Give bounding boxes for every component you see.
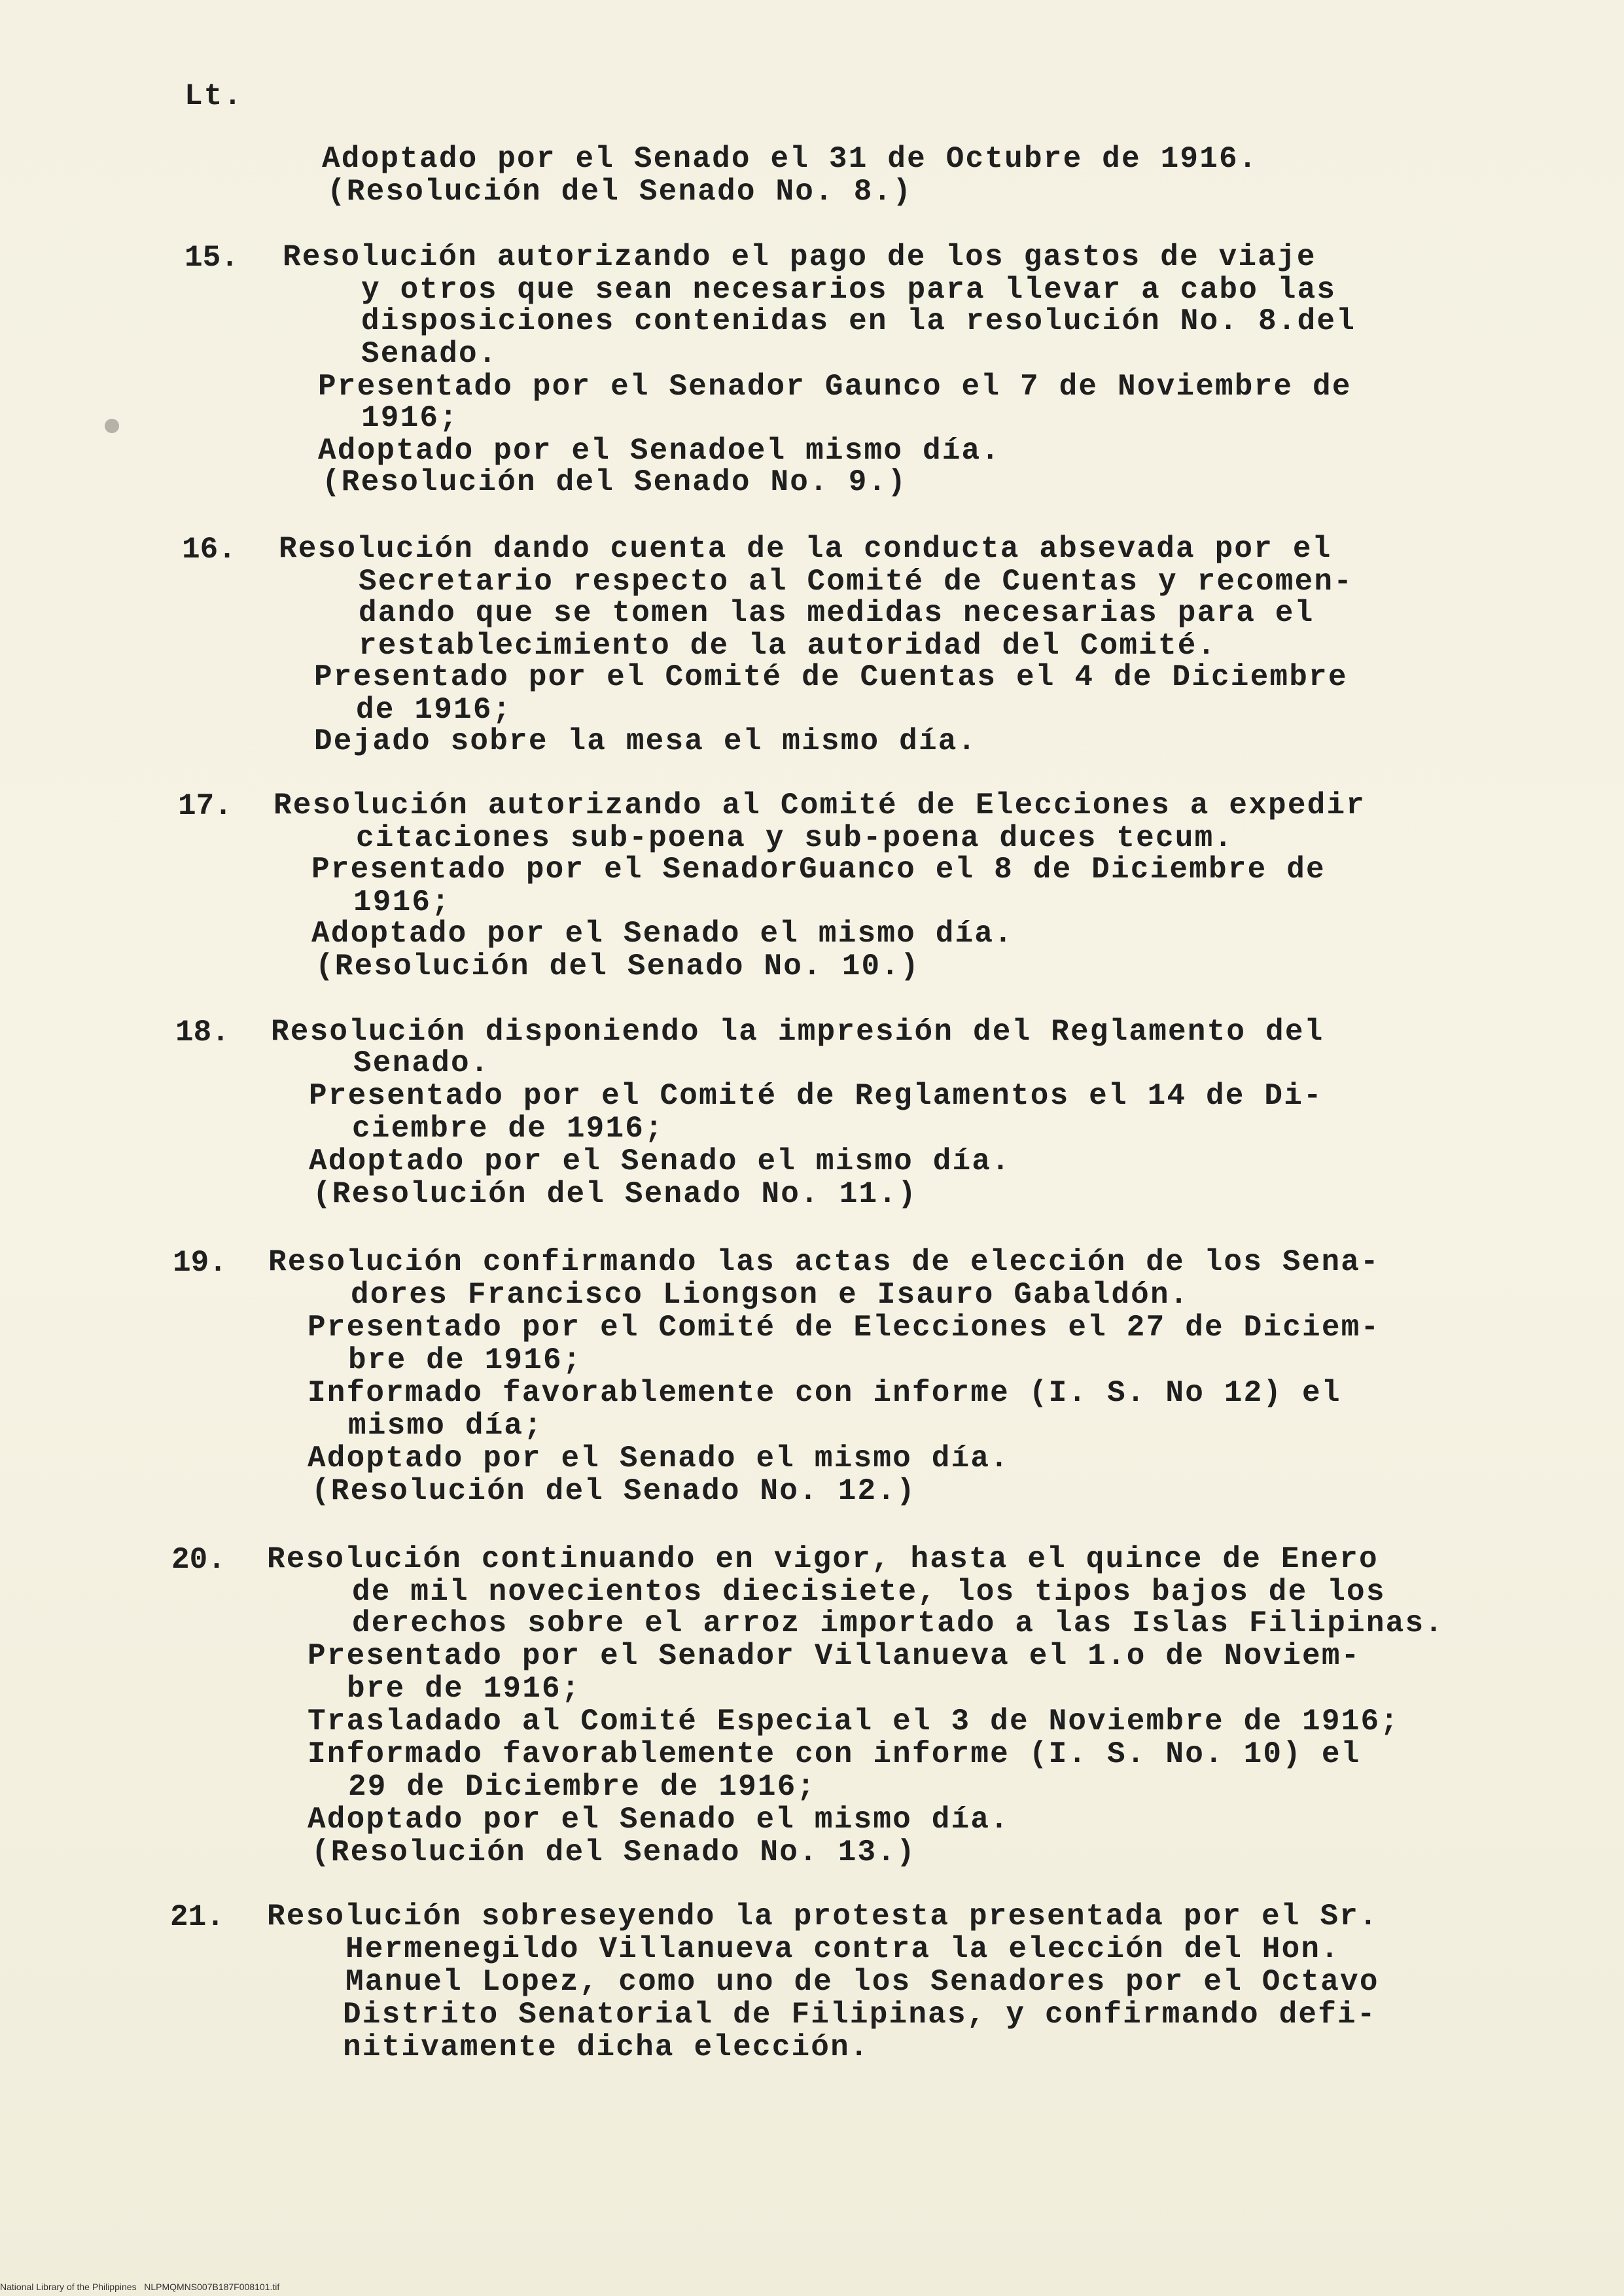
item-line: bre de 1916; — [348, 1343, 582, 1377]
item-number: 19. — [173, 1246, 227, 1280]
item-line: Trasladado al Comité Especial el 3 de Noviembre de 1916; — [308, 1704, 1400, 1739]
item-line: dores Francisco Liongson e Isauro Gabaldón. — [351, 1278, 1190, 1312]
item-line: Presentado por el SenadorGuanco el 8 de Diciembre de — [311, 853, 1326, 887]
item-line: Distrito Senatorial de Filipinas, y confirmando defi- — [343, 1998, 1377, 2032]
item-line: Resolución autorizando al Comité de Elecciones a expedir — [274, 788, 1366, 822]
item-line: Adoptado por el Senado el mismo día. — [309, 1144, 1011, 1178]
item-line: Hermenegildo Villanueva contra la elección del Hon. — [345, 1932, 1341, 1966]
item-line: Adoptado por el Senado el mismo día. — [308, 1803, 1010, 1837]
item-line: citaciones sub-poena y sub-poena duces tecum. — [356, 821, 1234, 855]
item-line: de mil novecientos diecisiete, los tipos bajos de los — [352, 1575, 1386, 1609]
item-line: 29 de Diciembre de 1916; — [348, 1770, 817, 1804]
item-number: 17. — [178, 789, 232, 823]
item-line: Senado. — [361, 337, 498, 371]
item-line: Senado. — [353, 1046, 490, 1080]
item-line: Informado favorablemente con informe (I. S. No. 10) el — [308, 1737, 1361, 1771]
item-line: dando que se tomen las medidas necesarias para el — [359, 596, 1315, 630]
item-line: Adoptado por el Senado el mismo día. — [308, 1441, 1010, 1475]
item-line: Resolución disponiendo la impresión del Reglamento del — [271, 1015, 1324, 1049]
item-line: Presentado por el Senador Gaunco el 7 de Noviembre de — [318, 370, 1352, 404]
item-line: (Resolución del Senado No. 10.) — [315, 949, 920, 983]
intro-line: Adoptado por el Senado el 31 de Octubre de 1916. — [322, 142, 1258, 176]
item-line: ciembre de 1916; — [352, 1112, 664, 1146]
item-line: Resolución dando cuenta de la conducta absevada por el — [279, 532, 1332, 566]
item-line: 1916; — [361, 401, 459, 435]
item-number: 18. — [175, 1016, 230, 1050]
item-line: (Resolución del Senado No. 12.) — [311, 1474, 916, 1508]
item-line: de 1916; — [356, 693, 512, 727]
item-line: Presentado por el Comité de Cuentas el 4 de Diciembre — [314, 660, 1348, 694]
item-line: Dejado sobre la mesa el mismo día. — [314, 724, 978, 758]
item-line: mismo día; — [348, 1409, 544, 1443]
item-line: Presentado por el Senador Villanueva el 1.o de Noviem- — [308, 1639, 1361, 1673]
item-number: 16. — [182, 533, 236, 567]
item-line: (Resolución del Senado No. 11.) — [313, 1177, 917, 1211]
scan-footer: National Library of the Philippines NLPMQMNS007B187F008101.tif — [0, 2282, 280, 2292]
item-line: Adoptado por el Senadoel mismo día. — [318, 434, 1001, 468]
item-line: (Resolución del Senado No. 9.) — [322, 465, 908, 499]
item-line: disposiciones contenidas en la resolución No. 8.del — [361, 304, 1356, 338]
item-line: restablecimiento de la autoridad del Comité. — [359, 629, 1217, 663]
item-line: Resolución autorizando el pago de los gastos de viaje — [283, 240, 1316, 274]
item-line: Presentado por el Comité de Reglamentos el 14 de Di- — [309, 1079, 1323, 1113]
intro-line: (Resolución del Senado No. 8.) — [327, 175, 913, 209]
item-line: (Resolución del Senado No. 13.) — [311, 1835, 916, 1869]
item-number: 15. — [185, 241, 239, 275]
item-line: Adoptado por el Senado el mismo día. — [311, 917, 1014, 951]
item-line: Resolución sobreseyendo la protesta presentada por el Sr. — [267, 1899, 1379, 1934]
item-line: Manuel Lopez, como uno de los Senadores por el Octavo — [345, 1965, 1379, 1999]
item-line: Resolución continuando en vigor, hasta el quince de Enero — [267, 1542, 1379, 1576]
item-line: nitivamente dicha elección. — [343, 2030, 870, 2064]
item-number: 21. — [170, 1900, 224, 1934]
item-line: derechos sobre el arroz importado a las Islas Filipinas. — [352, 1606, 1445, 1640]
ink-smudge — [105, 419, 119, 433]
item-line: Secretario respecto al Comité de Cuentas y recomen- — [359, 565, 1354, 599]
item-number: 20. — [171, 1543, 226, 1577]
page-header: Lt. — [185, 79, 243, 113]
item-line: Informado favorablemente con informe (I. S. No 12) el — [308, 1376, 1341, 1410]
item-line: Presentado por el Comité de Elecciones el 27 de Diciem- — [308, 1311, 1381, 1345]
item-line: y otros que sean necesarios para llevar a cabo las — [361, 273, 1337, 307]
item-line: bre de 1916; — [347, 1672, 581, 1706]
item-line: 1916; — [353, 885, 451, 919]
item-line: Resolución confirmando las actas de elección de los Sena- — [268, 1245, 1380, 1279]
